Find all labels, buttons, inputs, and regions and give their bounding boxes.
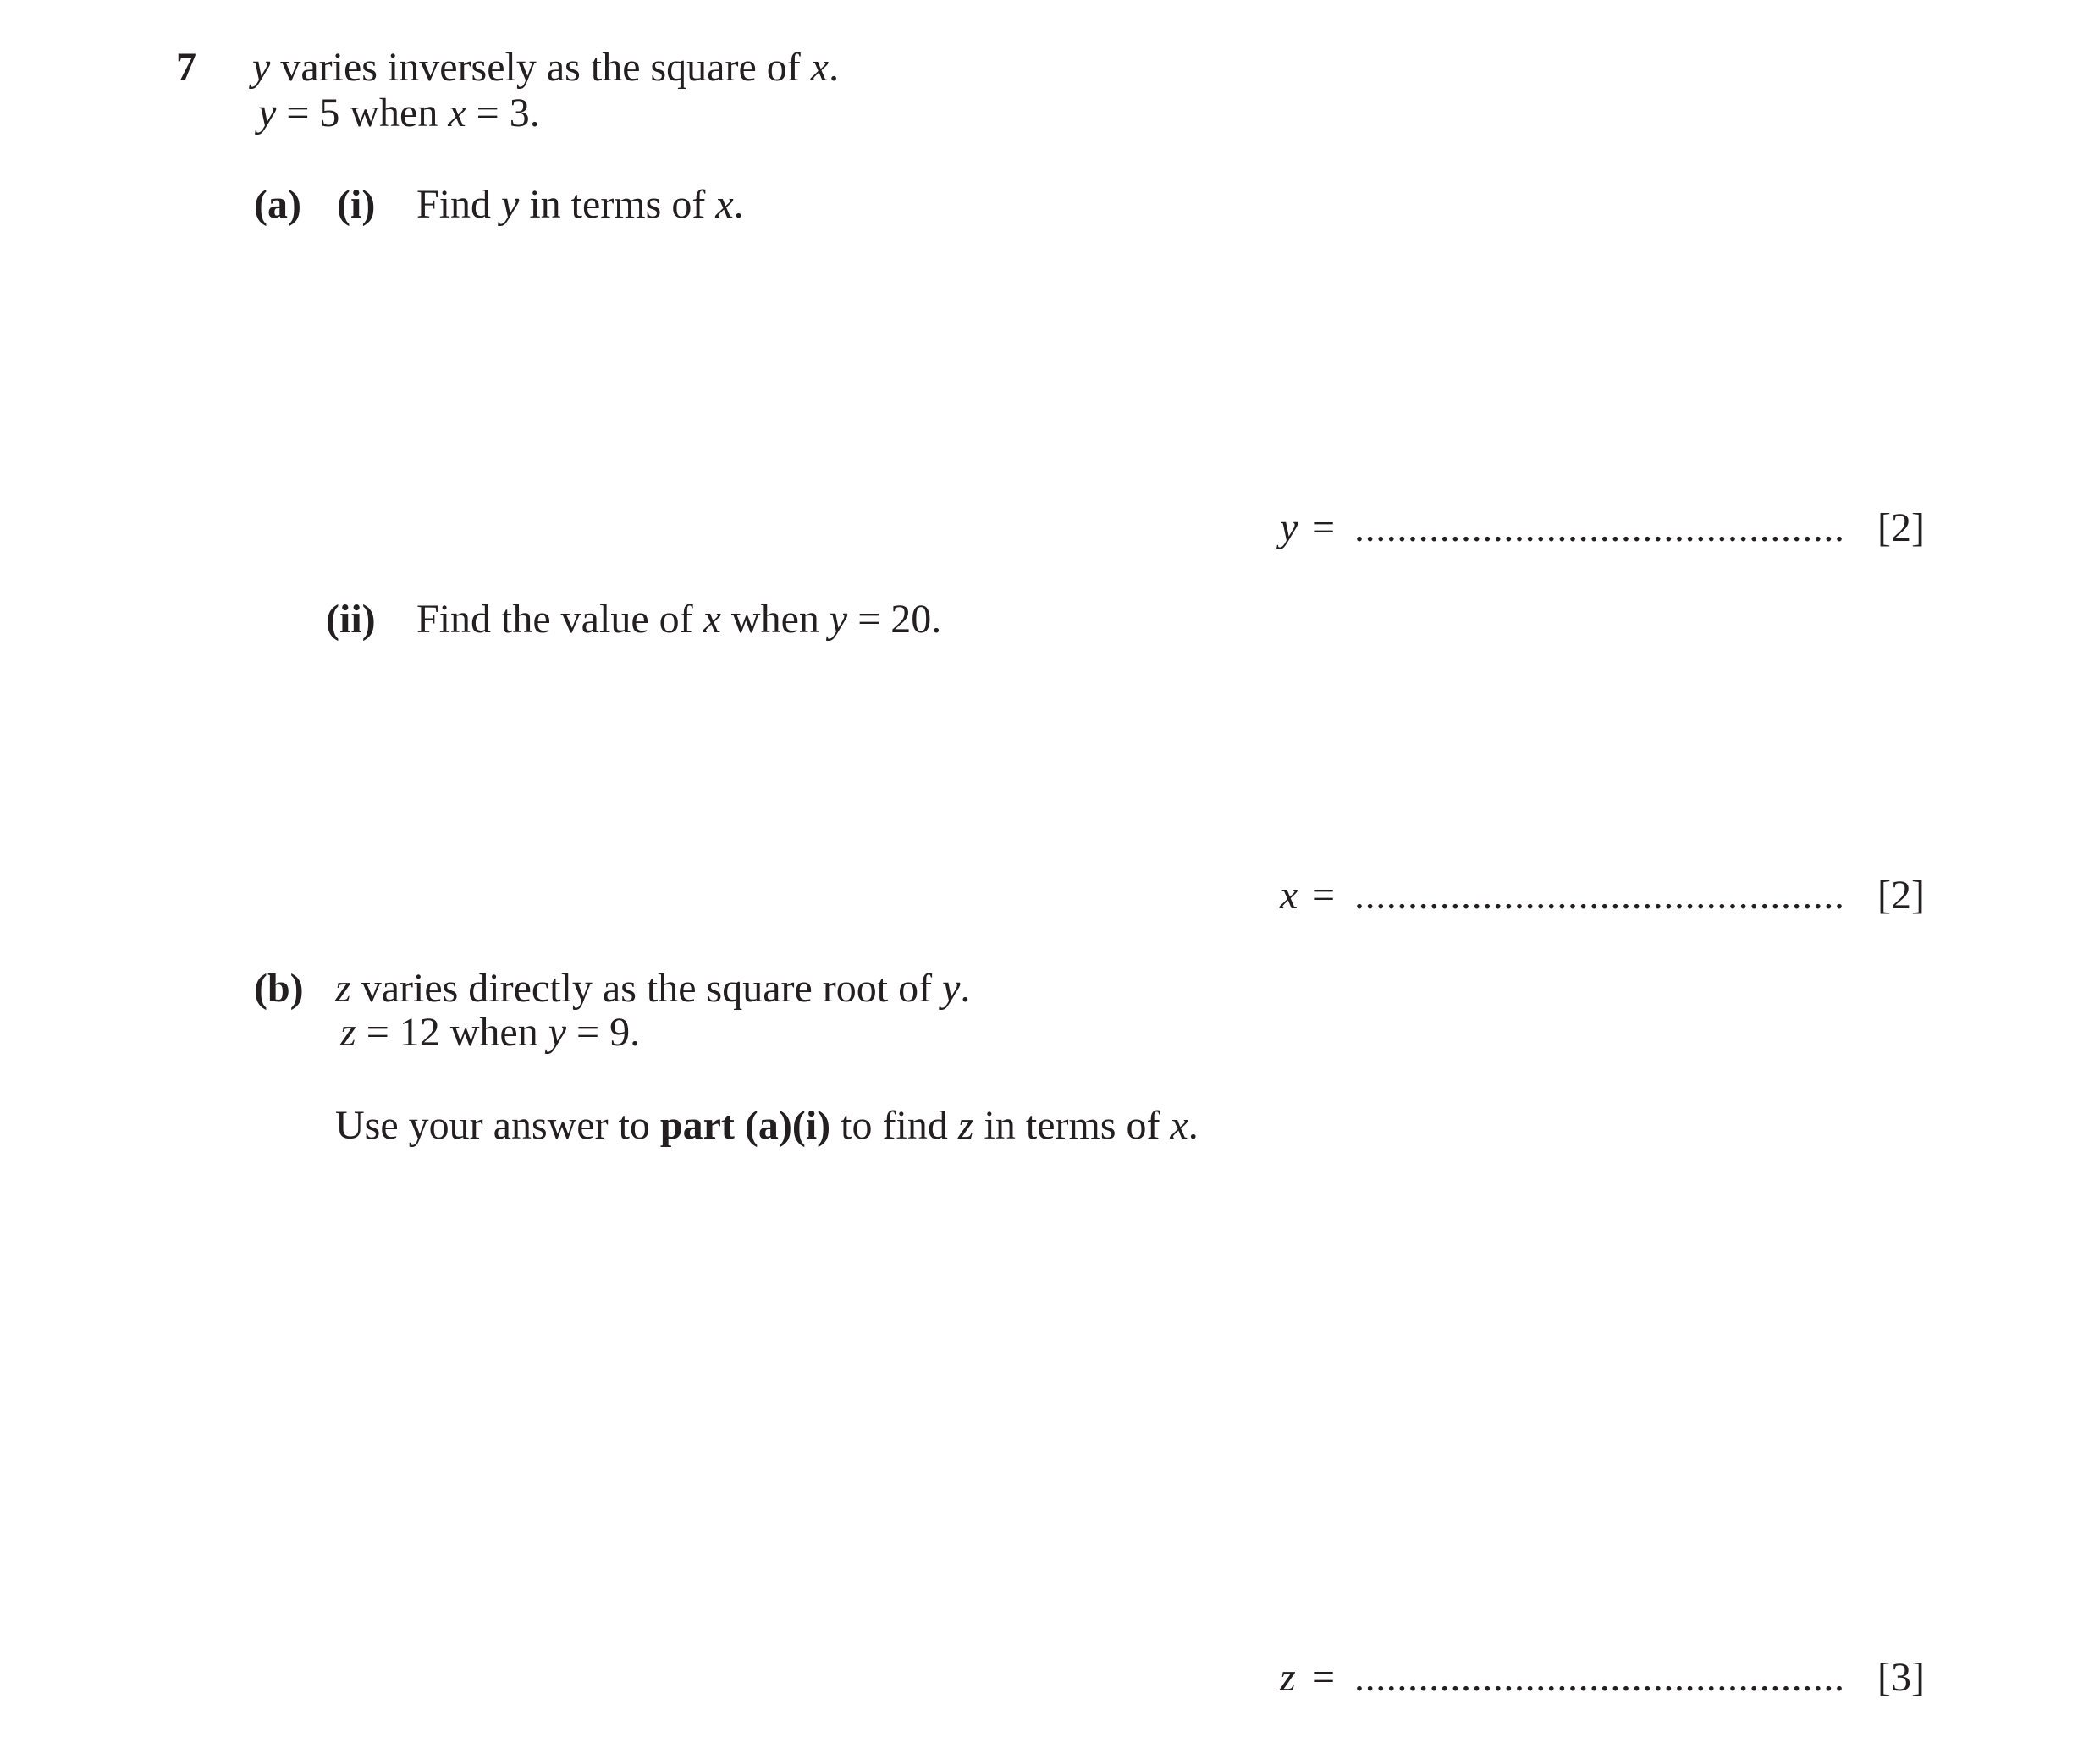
part-a-i-label-text: (i) bbox=[337, 182, 376, 227]
part-a-ii-label-text: (ii) bbox=[326, 597, 376, 642]
part-b-line-1-var: z bbox=[335, 966, 351, 1011]
part-a-ii-var: x bbox=[703, 597, 721, 642]
part-a-label-text: (a) bbox=[254, 182, 301, 227]
answer-a-ii-marks: [2] bbox=[1877, 873, 1925, 918]
intro-line-1-var: y bbox=[252, 45, 271, 90]
part-b-instruction bbox=[335, 1103, 1199, 1148]
part-a-i-var: y bbox=[501, 182, 520, 227]
part-b-line-2-end: = 9. bbox=[566, 1010, 641, 1055]
part-b-line-1-text: varies directly as the square root of bbox=[350, 966, 943, 1011]
part-a-ii-var2: y bbox=[829, 597, 848, 642]
part-a-ii-label bbox=[326, 599, 376, 640]
part-b-instruction-text2: to find bbox=[830, 1103, 958, 1148]
part-b-line-2 bbox=[340, 1012, 640, 1053]
intro-line-1-end: . bbox=[829, 45, 840, 90]
answer-a-ii-field[interactable]: .............................................. bbox=[1354, 873, 1845, 918]
part-a-i-text1: Find bbox=[416, 182, 502, 227]
intro-line-1-var2: x bbox=[810, 45, 830, 90]
question-number-text: 7 bbox=[176, 45, 196, 90]
part-a-i-question bbox=[416, 182, 744, 227]
answer-b-marks: [3] bbox=[1877, 1655, 1925, 1700]
part-a-ii-end: = 20. bbox=[847, 597, 942, 642]
part-b-label bbox=[254, 968, 304, 1009]
answer-b-field[interactable]: .............................................. bbox=[1354, 1655, 1845, 1700]
intro-line-2-end: = 3. bbox=[466, 91, 540, 135]
part-b-instruction-var: z bbox=[957, 1103, 974, 1148]
answer-line-b bbox=[0, 1657, 2100, 1708]
question-number bbox=[176, 47, 196, 88]
intro-line-2-eq: = 5 when bbox=[276, 91, 449, 135]
part-b-instruction-text1: Use your answer to bbox=[335, 1103, 660, 1148]
answer-a-i-field[interactable]: .............................................. bbox=[1354, 505, 1845, 550]
answer-a-ii-eq: = bbox=[1312, 873, 1336, 918]
part-a-label bbox=[254, 182, 301, 227]
answer-b-eq: = bbox=[1312, 1655, 1336, 1700]
part-b-line-2-eq: = 12 when bbox=[356, 1010, 548, 1055]
part-b-line-2-var2: y bbox=[548, 1010, 567, 1055]
part-b-line-1-var2: y bbox=[942, 966, 961, 1011]
part-a-i-end: . bbox=[733, 182, 744, 227]
part-a-i-text2: in terms of bbox=[519, 182, 716, 227]
answer-line-a-ii bbox=[0, 875, 2100, 926]
part-a-ii-text1: Find the value of bbox=[416, 597, 703, 642]
answer-line-a-i bbox=[0, 505, 2100, 559]
intro-line-2-var: y bbox=[258, 91, 277, 135]
answer-a-i-marks: [2] bbox=[1877, 505, 1925, 550]
part-a-i-var2: x bbox=[715, 182, 734, 227]
part-a-i-label bbox=[337, 182, 376, 227]
part-b-line-2-var: z bbox=[340, 1010, 356, 1055]
part-a-ii-text2: when bbox=[720, 597, 830, 642]
intro-line-2-var2: x bbox=[448, 91, 466, 135]
part-b-label-text: (b) bbox=[254, 966, 304, 1011]
answer-a-i-eq: = bbox=[1312, 505, 1336, 550]
answer-b-var: z bbox=[1280, 1655, 1296, 1700]
part-b-line-1-end: . bbox=[960, 966, 971, 1011]
part-b-instruction-var2: x bbox=[1170, 1103, 1188, 1148]
answer-a-i-var: y bbox=[1280, 505, 1298, 550]
part-b-line-1 bbox=[335, 968, 970, 1009]
part-b-instruction-end: . bbox=[1188, 1103, 1199, 1148]
intro-line-2 bbox=[258, 93, 540, 134]
intro-line-1-text: varies inversely as the square of bbox=[270, 45, 811, 90]
answer-a-ii-var: x bbox=[1280, 873, 1298, 918]
intro-line-1 bbox=[252, 47, 839, 88]
part-a-ii-question bbox=[416, 599, 941, 640]
part-b-instruction-text3: in terms of bbox=[973, 1103, 1171, 1148]
part-b-instruction-bold: part (a)(i) bbox=[659, 1103, 831, 1148]
